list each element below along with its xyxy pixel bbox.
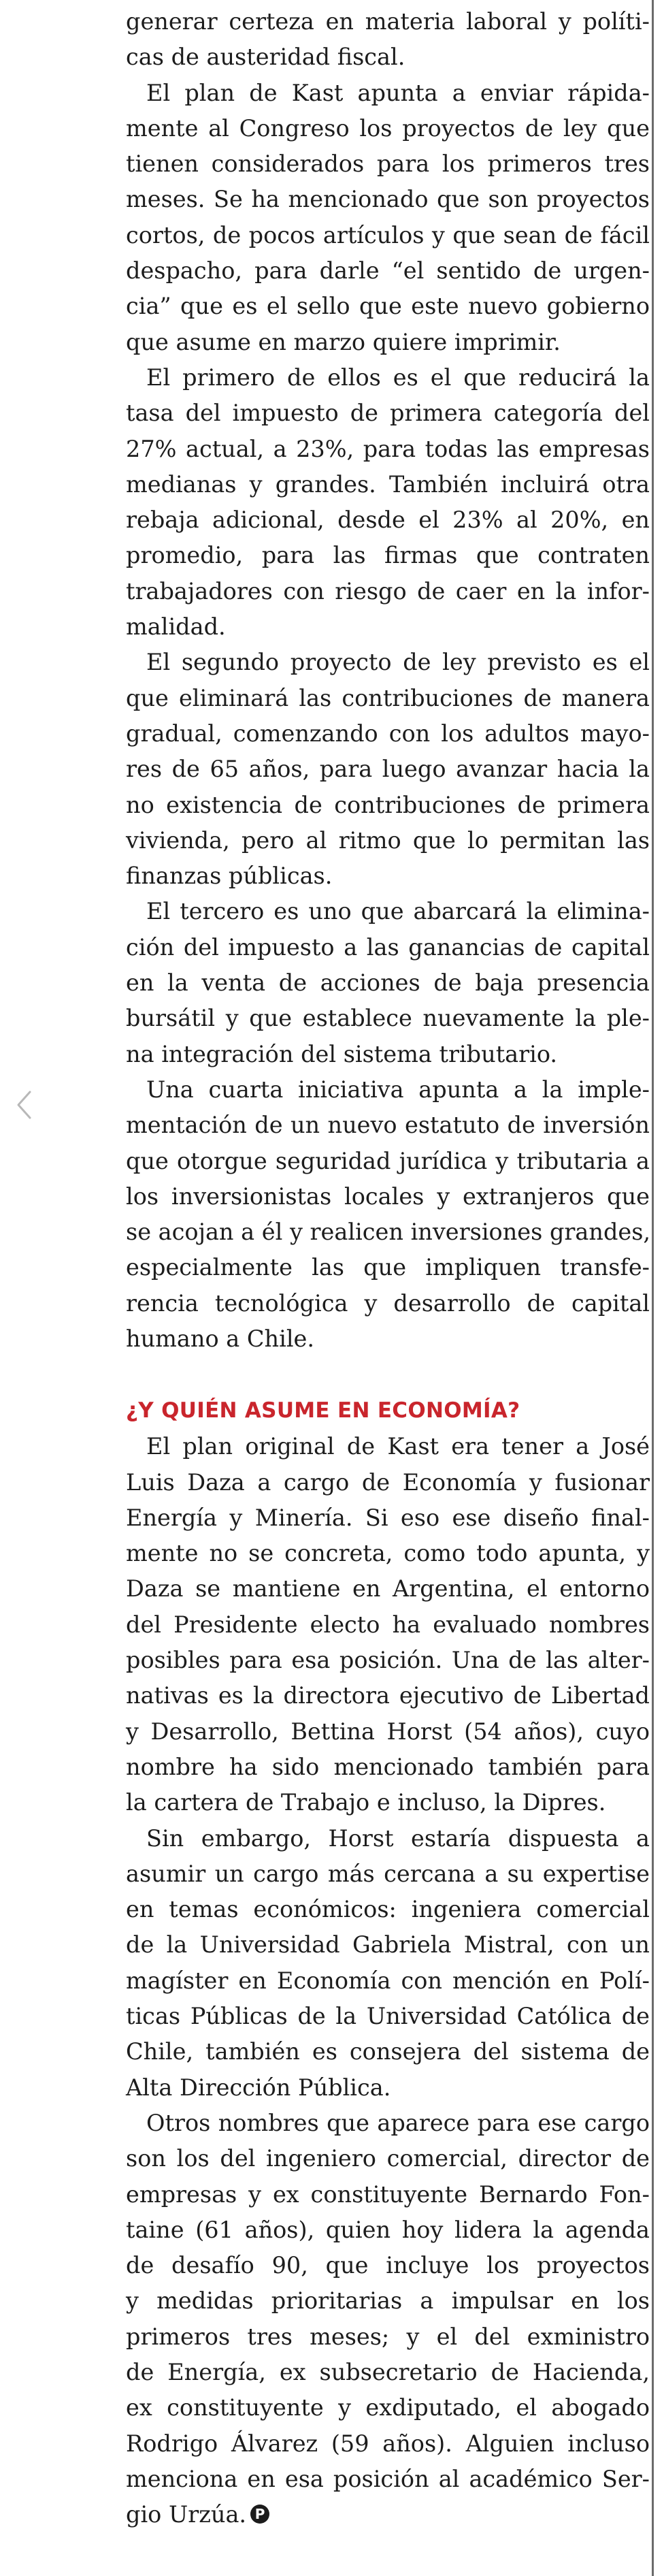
text-line: gradual, comenzando con los adultos mayo- — [126, 720, 650, 747]
text-line: vivienda, pero al ritmo que lo permitan las — [126, 826, 650, 854]
chevron-left-icon — [15, 1089, 33, 1121]
article-body — [126, 4, 650, 2532]
paragraph — [126, 1429, 650, 1820]
text-line: Alta Dirección Pública. — [126, 2074, 391, 2101]
text-line: El segundo proyecto de ley previsto es el — [146, 649, 650, 676]
text-line: Rodrigo Álvarez (59 años). Alguien incluso — [126, 2430, 650, 2457]
text-line: Energía y Minería. Si eso ese diseño final- — [126, 1504, 650, 1531]
text-line: que otorgue seguridad jurídica y tributaria a — [126, 1147, 650, 1174]
text-line: malidad. — [126, 613, 226, 641]
text-line: El primero de ellos es el que reducirá la — [146, 364, 650, 391]
text-line: trabajadores con riesgo de caer en la infor- — [126, 577, 650, 605]
text-line: cas de austeridad fiscal. — [126, 44, 405, 71]
text-line: que asume en marzo quiere imprimir. — [126, 328, 561, 355]
text-line: en la venta de acciones de baja presencia — [126, 969, 650, 997]
text-line: y Desarrollo, Bettina Horst (54 años), cuyo — [126, 1718, 650, 1745]
article-section-economy — [126, 1429, 650, 2532]
text-line: cia” que es el sello que este nuevo gobierno — [126, 293, 650, 320]
article-section-intro — [126, 4, 650, 1357]
text-line: promedio, para las firmas que contraten — [126, 542, 650, 569]
text-line: nombre ha sido mencionado también para — [126, 1753, 650, 1780]
text-line: son los del ingeniero comercial, director de — [126, 2145, 650, 2172]
text-line: primeros tres meses; y el del exministro — [126, 2323, 650, 2350]
paragraph — [126, 1072, 650, 1357]
text-line: la cartera de Trabajo e incluso, la Dipres. — [126, 1789, 606, 1816]
text-line: rebaja adicional, desde el 23% al 20%, en — [126, 506, 650, 534]
text-line: despacho, para darle “el sentido de urgen- — [126, 257, 650, 285]
text-line: del Presidente electo ha evaluado nombres — [126, 1611, 650, 1638]
text-line: menciona en esa posición al académico Ser- — [126, 2465, 650, 2492]
text-line: 27% actual, a 23%, para todas las empresas — [126, 435, 650, 462]
text-line: Chile, también es consejera del sistema de — [126, 2038, 650, 2065]
text-line: Luis Daza a cargo de Economía y fusionar — [126, 1468, 650, 1496]
text-line: que eliminará las contribuciones de manera — [126, 684, 650, 711]
text-line: de la Universidad Gabriela Mistral, con un — [126, 1931, 650, 1959]
text-line: El plan original de Kast era tener a José — [146, 1433, 650, 1460]
text-line: generar certeza en materia laboral y políti- — [126, 8, 650, 35]
text-line: cortos, de pocos artículos y que sean de fácil — [126, 221, 650, 248]
text-line: medianas y grandes. También incluirá otra — [126, 470, 650, 498]
text-line: meses. Se ha mencionado que son proyectos — [126, 186, 650, 213]
text-line: magíster en Economía con mención en Polí- — [126, 1967, 650, 1994]
text-line: res de 65 años, para luego avanzar hacia la — [126, 756, 650, 783]
text-line: ción del impuesto a las ganancias de capital — [126, 933, 650, 961]
text-line: bursátil y que establece nuevamente la ple- — [126, 1005, 650, 1032]
text-line: El plan de Kast apunta a enviar rápida- — [146, 79, 650, 106]
page-edge-rule — [652, 0, 654, 2576]
text-line: rencia tecnológica y desarrollo de capital — [126, 1289, 650, 1317]
paragraph — [126, 1821, 650, 2106]
text-line: Sin embargo, Horst estaría dispuesta a — [146, 1824, 650, 1852]
text-line: posibles para esa posición. Una de las alter- — [126, 1647, 650, 1674]
text-line: taine (61 años), quien hoy lidera la agenda — [126, 2216, 650, 2243]
text-line: Daza se mantiene en Argentina, el entorno — [126, 1575, 650, 1603]
text-line: de desafío 90, que incluye los proyectos — [126, 2252, 650, 2279]
paragraph — [126, 894, 650, 1072]
text-line: nativas es la directora ejecutivo de Libertad — [126, 1682, 650, 1709]
text-line: y medidas prioritarias a impulsar en los — [126, 2287, 650, 2315]
text-line: El tercero es uno que abarcará la elimina- — [146, 898, 650, 925]
text-line: se acojan a él y realicen inversiones grandes, — [126, 1219, 651, 1246]
paragraph — [126, 2106, 650, 2533]
text-line: na integración del sistema tributario. — [126, 1040, 558, 1067]
section-heading: ¿Y QUIÉN ASUME EN ECONOMÍA? — [126, 1398, 520, 1423]
text-line: mentación de un nuevo estatuto de inversión — [126, 1112, 650, 1139]
text-line: Una cuarta iniciativa apunta a la imple- — [146, 1076, 650, 1103]
section-gap — [126, 1357, 650, 1392]
text-line: tienen considerados para los primeros tres — [126, 150, 650, 178]
text-line: tasa del impuesto de primera categoría del — [126, 400, 650, 427]
text-line: Otros nombres que aparece para ese cargo — [146, 2109, 650, 2136]
text-line: los inversionistas locales y extranjeros que — [126, 1182, 650, 1210]
end-of-article-mark: P — [250, 2505, 269, 2524]
text-line: asumir un cargo más cercana a su expertise — [126, 1860, 650, 1887]
text-line: especialmente las que impliquen transfe- — [126, 1254, 650, 1281]
text-line: en temas económicos: ingeniera comercial — [126, 1896, 650, 1923]
back-button[interactable] — [0, 1078, 48, 1133]
text-line: de Energía, ex subsecretario de Hacienda, — [126, 2359, 650, 2385]
paragraph — [126, 4, 650, 76]
text-line: ticas Públicas de la Universidad Católica de — [126, 2003, 650, 2030]
text-line: gio Urzúa. P — [126, 2497, 650, 2532]
paragraph — [126, 360, 650, 645]
text-line: no existencia de contribuciones de primera — [126, 791, 650, 818]
paragraph — [126, 645, 650, 894]
text-line: empresas y ex constituyente Bernardo Fon- — [126, 2180, 650, 2208]
text-line: finanzas públicas. — [126, 863, 333, 890]
text-line: mente no se concreta, como todo apunta, y — [126, 1540, 650, 1567]
text-line: mente al Congreso los proyectos de ley que — [126, 114, 650, 142]
text-line: humano a Chile. — [126, 1325, 315, 1352]
text-line: ex constituyente y exdiputado, el abogado — [126, 2394, 650, 2421]
paragraph — [126, 76, 650, 360]
